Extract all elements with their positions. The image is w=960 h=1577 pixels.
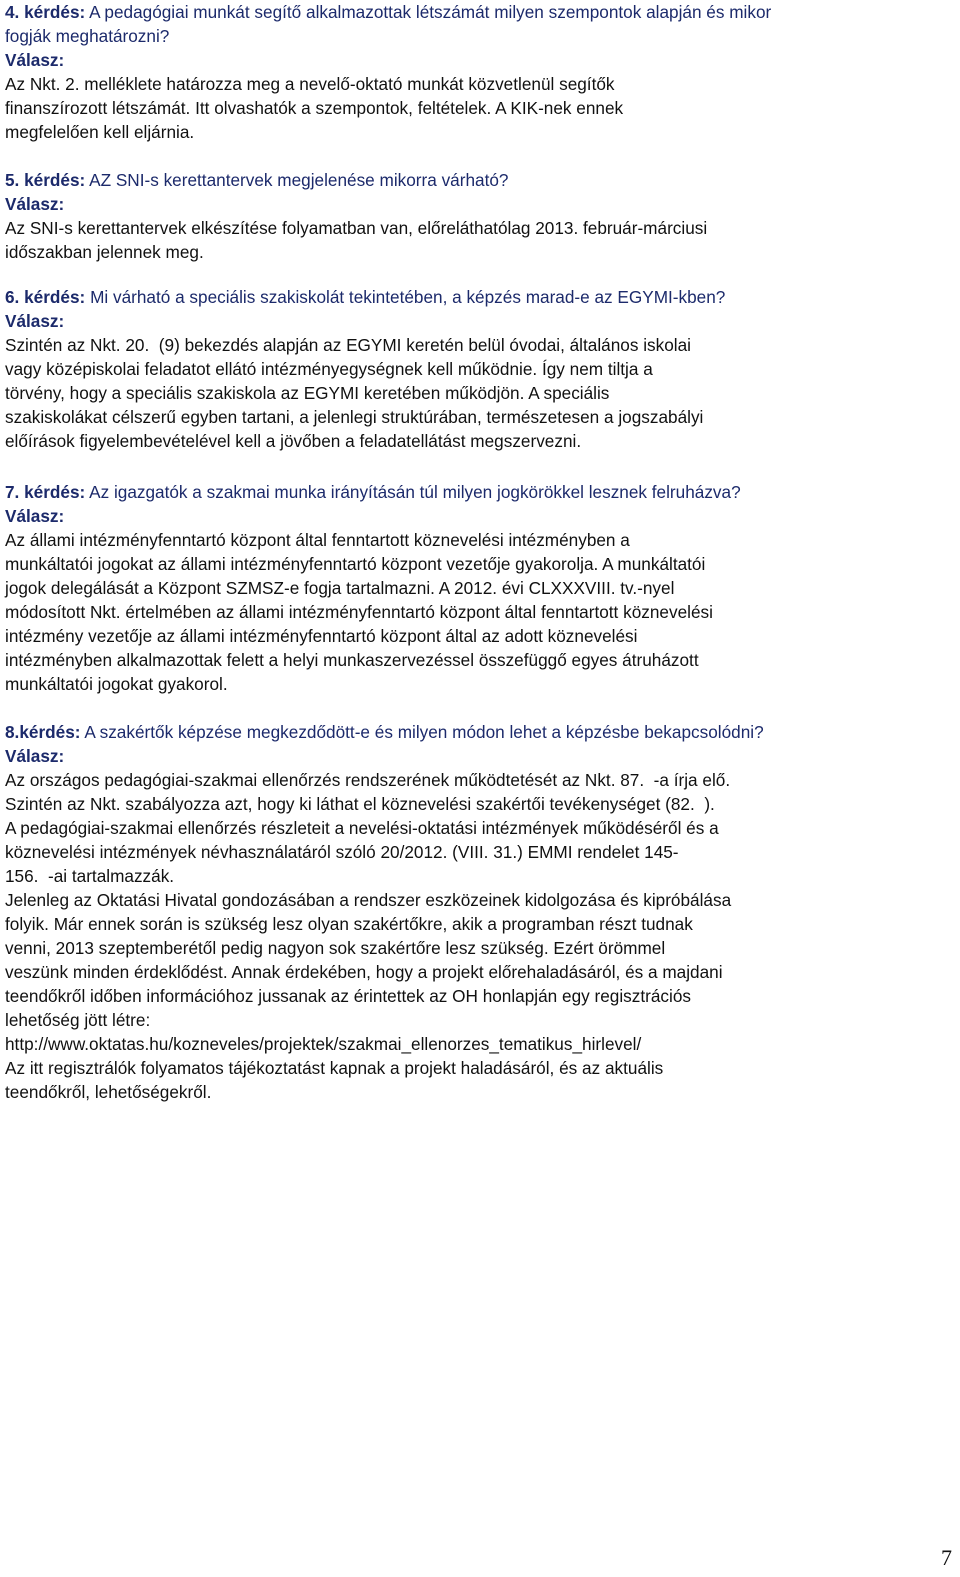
question-number: 6. [5,287,20,307]
question-label: kérdés: [24,287,86,307]
answer-label: Válasz: [5,506,65,526]
answer-text: Az itt regisztrálók folyamatos tájékoztatást kapnak a projekt haladásáról, és az aktuális [5,1058,664,1078]
question-number: 7. [5,482,20,502]
page-number: 7 [941,1545,952,1570]
question-text: Mi várható a speciális szakiskolát tekintetében, a képzés marad-e az EGYMI-kben? [90,287,726,307]
answer-text: törvény, hogy a speciális szakiskola az EGYMI keretében működjön. A speciális [5,383,610,403]
question-label: kérdés: [19,722,81,742]
answer-text: jogok delegálását a Központ SZMSZ-e fogja tartalmazni. A 2012. évi CLXXXVIII. tv.-nyel [5,578,675,598]
question-text: A szakértők képzése megkezdődött-e és milyen módon lehet a képzésbe bekapcsolódni? [84,722,764,742]
answer-text: intézmény vezetője az állami intézményfenntartó központ által az adott köznevelési [5,626,638,646]
question-number: 5. [5,170,20,190]
qa-block-5 [5,168,707,264]
question-text: A pedagógiai munkát segítő alkalmazottak létszámát milyen szempontok alapján és mikor [89,2,772,22]
answer-text: munkáltatói jogokat gyakorol. [5,674,228,694]
answer-label: Válasz: [5,311,65,331]
question-label: kérdés: [24,482,86,502]
question-text: AZ SNI-s kerettantervek megjelenése mikorra várható? [89,170,509,190]
qa-block-8 [5,720,764,1104]
answer-text: teendőkről időben információhoz jussanak az érintettek az OH honlapján egy regisztrációs [5,986,691,1006]
answer-text: Az országos pedagógiai-szakmai ellenőrzés rendszerének működtetését az Nkt. 87. -a írja elő. [5,770,731,790]
answer-text: előírások figyelembevételével kell a jövőben a feladatellátást megszervezni. [5,431,582,451]
answer-text: intézményben alkalmazottak felett a helyi munkaszervezéssel összefüggő egyes átruházott [5,650,699,670]
question-line [5,168,707,192]
answer-text: szakiskolákat célszerű egyben tartani, a jelenlegi struktúrában, természetesen a jogszabályi [5,407,704,427]
qa-block-4 [5,0,771,144]
question-number: 8. [5,722,20,742]
question-text: Az igazgatók a szakmai munka irányításán túl milyen jogkörökkel lesznek felruházva? [89,482,741,502]
answer-text: venni, 2013 szeptemberétől pedig nagyon sok szakértőre lesz szükség. Ezért örömmel [5,938,666,958]
answer-text: folyik. Már ennek során is szükség lesz olyan szakértőkre, akik a programban részt tudnak [5,914,693,934]
answer-text: A pedagógiai-szakmai ellenőrzés részleteit a nevelési-oktatási intézmények működéséről és a [5,818,719,838]
answer-text: megfelelően kell eljárnia. [5,122,195,142]
answer-text: módosított Nkt. értelmében az állami intézményfenntartó központ által fenntartott köznevelési [5,602,713,622]
answer-text: köznevelési intézmények névhasználatáról szóló 20/2012. (VIII. 31.) EMMI rendelet 145- [5,842,679,862]
answer-text: teendőkről, lehetőségekről. [5,1082,212,1102]
question-text: fogják meghatározni? [5,26,170,46]
answer-text: időszakban jelennek meg. [5,242,204,262]
question-line [5,0,771,24]
answer-label: Válasz: [5,194,65,214]
answer-text: Szintén az Nkt. 20. (9) bekezdés alapján az EGYMI keretén belül óvodai, általános iskolai [5,335,691,355]
answer-text: lehetőség jött létre: [5,1010,151,1030]
question-number: 4. [5,2,20,22]
question-line [5,285,725,309]
question-line [5,720,764,744]
answer-label: Válasz: [5,746,65,766]
answer-text: Az állami intézményfenntartó központ által fenntartott köznevelési intézményben a [5,530,630,550]
answer-text: Az Nkt. 2. melléklete határozza meg a nevelő-oktató munkát közvetlenül segítők [5,74,615,94]
question-label: kérdés: [24,170,86,190]
question-line [5,480,741,504]
answer-text: vagy középiskolai feladatot ellátó intézményegységnek kell működnie. Így nem tiltja a [5,359,653,379]
answer-text: 156. -ai tartalmazzák. [5,866,175,886]
answer-text: Az SNI-s kerettantervek elkészítése folyamatban van, előreláthatólag 2013. február-márciusi [5,218,708,238]
qa-block-6 [5,285,725,453]
answer-text: Szintén az Nkt. szabályozza azt, hogy ki láthat el köznevelési szakértői tevékenységet (82. ). [5,794,715,814]
answer-text: finanszírozott létszámát. Itt olvashatók a szempontok, feltételek. A KIK-nek ennek [5,98,624,118]
registration-link[interactable]: http://www.oktatas.hu/kozneveles/projektek/szakmai_ellenorzes_tematikus_hirlevel/ [5,1034,642,1054]
qa-block-7 [5,480,741,696]
answer-text: Jelenleg az Oktatási Hivatal gondozásában a rendszer eszközeinek kidolgozása és kipróbálása [5,890,732,910]
answer-label: Válasz: [5,50,65,70]
answer-text: munkáltatói jogokat az állami intézményfenntartó központ vezetője gyakorolja. A munkáltatói [5,554,706,574]
question-label: kérdés: [24,2,86,22]
answer-text: veszünk minden érdeklődést. Annak érdekében, hogy a projekt előrehaladásáról, és a majdani [5,962,723,982]
